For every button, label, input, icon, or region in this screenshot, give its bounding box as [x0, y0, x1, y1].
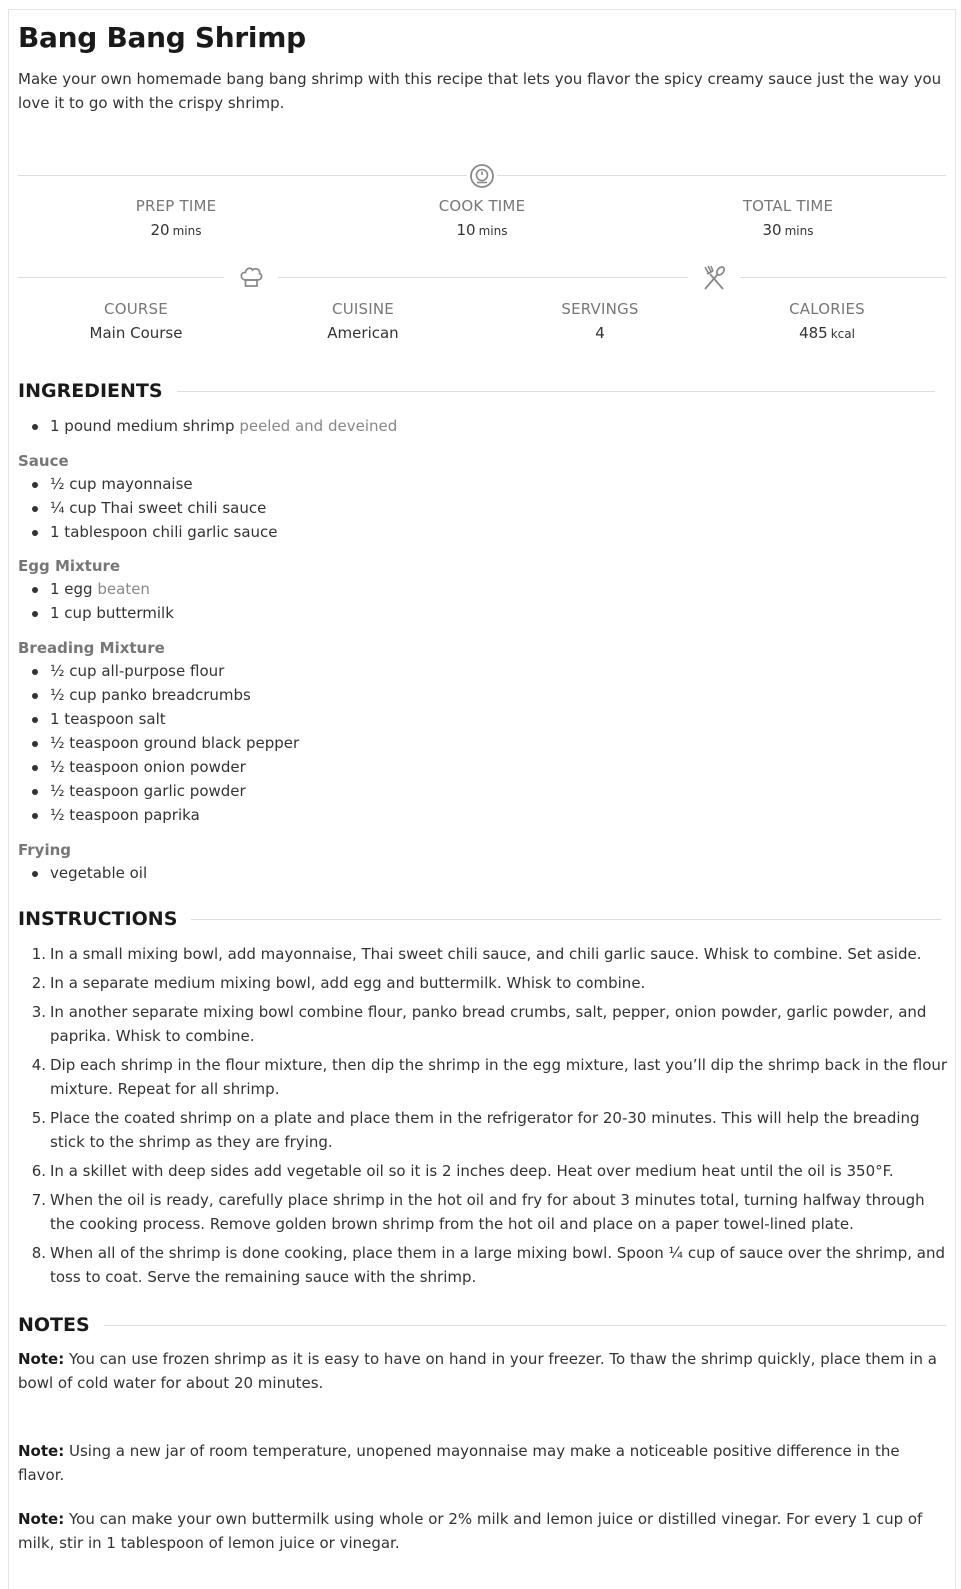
note-2 — [18, 1439, 950, 1487]
ingredient-text: 1 egg — [50, 580, 93, 598]
details-divider-right — [740, 277, 946, 278]
ingredients-main-list — [18, 414, 397, 438]
step-number: 5. — [31, 1109, 46, 1127]
fork-spoon-icon — [699, 263, 729, 293]
instruction-step — [18, 971, 948, 995]
prep-time-number: 20 — [150, 221, 170, 239]
total-time-number: 30 — [762, 221, 782, 239]
ingredient-item — [18, 414, 397, 438]
note-1 — [18, 1347, 950, 1395]
course-value: Main Course — [89, 324, 183, 342]
recipe-title: Bang Bang Shrimp — [18, 21, 306, 54]
step-text: When all of the shrimp is done cooking, place them in a large mixing bowl. Spoon ¼ cup of sauce over the shrimp, and toss to coat. Serve the remaining sauce with the shrimp. — [50, 1244, 946, 1286]
ingredient-text: ¼ cup Thai sweet chili sauce — [50, 499, 267, 517]
note-label: Note: — [18, 1442, 65, 1460]
cook-time-number: 10 — [456, 221, 476, 239]
ingredient-item — [18, 496, 278, 520]
step-number: 4. — [31, 1056, 46, 1074]
servings-label: SERVINGS — [561, 300, 639, 318]
details-divider-middle — [278, 277, 688, 278]
ingredient-text: 1 teaspoon salt — [50, 710, 166, 728]
details-divider-left — [18, 277, 224, 278]
step-text: In another separate mixing bowl combine flour, panko bread crumbs, salt, pepper, onion powder, garlic powder, and paprika. Whisk to combine. — [50, 1003, 927, 1045]
frying-list — [18, 861, 147, 885]
recipe-summary: Make your own homemade bang bang shrimp with this recipe that lets you flavor the spicy creamy sauce just the way you love it to go with the crispy shrimp. — [18, 70, 942, 112]
prep-time — [76, 197, 276, 239]
ingredient-note: peeled and deveined — [239, 417, 398, 435]
egg-mixture-heading: Egg Mixture — [18, 557, 121, 575]
instruction-step — [18, 1241, 948, 1289]
sauce-list — [18, 472, 278, 544]
ingredient-text: ½ cup all-purpose flour — [50, 662, 225, 680]
cook-time-value — [382, 221, 582, 239]
total-time — [688, 197, 888, 239]
note-label: Note: — [18, 1350, 65, 1368]
instructions-heading: INSTRUCTIONS — [18, 908, 191, 930]
ingredient-item — [18, 707, 299, 731]
breading-mixture-heading: Breading Mixture — [18, 639, 165, 657]
instructions-divider — [172, 919, 941, 920]
calories — [727, 300, 927, 342]
ingredient-item — [18, 601, 174, 625]
step-text: In a small mixing bowl, add mayonnaise, Thai sweet chili sauce, and chili garlic sauce. Whisk to combine. Set aside. — [50, 945, 922, 963]
frying-heading: Frying — [18, 841, 72, 859]
calories-label: CALORIES — [789, 300, 865, 318]
step-number: 8. — [31, 1244, 46, 1262]
ingredient-item — [18, 803, 299, 827]
cuisine-label: CUISINE — [332, 300, 394, 318]
cook-time — [382, 197, 582, 239]
instruction-step — [18, 1188, 948, 1236]
ingredient-item — [18, 472, 278, 496]
instruction-step — [18, 1000, 948, 1048]
chef-hat-icon — [236, 263, 266, 293]
ingredient-note: beaten — [97, 580, 150, 598]
instruction-step — [18, 942, 948, 966]
step-text: When the oil is ready, carefully place shrimp in the hot oil and fry for about 3 minutes total, turning halfway through the cooking process. Remove golden brown shrimp from the hot oil and place on a paper towel-lined plate. — [50, 1191, 925, 1233]
ingredient-item — [18, 755, 299, 779]
ingredient-text: 1 cup buttermilk — [50, 604, 174, 622]
ingredient-item — [18, 577, 174, 601]
prep-time-value — [76, 221, 276, 239]
note-text: You can make your own buttermilk using whole or 2% milk and lemon juice or distilled vinegar. For every 1 cup of milk, stir in 1 tablespoon of lemon juice or vinegar. — [18, 1510, 923, 1552]
instructions-list — [18, 942, 948, 1294]
note-text: Using a new jar of room temperature, unopened mayonnaise may make a noticeable positive difference in the flavor. — [18, 1442, 900, 1484]
servings-value: 4 — [595, 324, 605, 342]
ingredient-item — [18, 683, 299, 707]
prep-time-unit: mins — [172, 224, 202, 238]
notes-heading: NOTES — [18, 1314, 104, 1336]
cuisine-value: American — [327, 324, 399, 342]
step-number: 7. — [31, 1191, 46, 1209]
step-number: 2. — [31, 974, 46, 992]
step-text: In a skillet with deep sides add vegetable oil so it is 2 inches deep. Heat over medium heat until the oil is 350°F. — [50, 1162, 894, 1180]
step-number: 3. — [31, 1003, 46, 1021]
note-label: Note: — [18, 1510, 65, 1528]
calories-unit: kcal — [830, 327, 855, 341]
step-text: Dip each shrimp in the flour mixture, then dip the shrimp in the egg mixture, last you’ll dip the shrimp back in the flour mixture. Repeat for all shrimp. — [50, 1056, 948, 1098]
timer-icon — [467, 161, 497, 191]
ingredient-text: vegetable oil — [50, 864, 148, 882]
notes-divider — [96, 1325, 946, 1326]
course-label: COURSE — [104, 300, 168, 318]
ingredient-item — [18, 520, 278, 544]
instruction-step — [18, 1053, 948, 1101]
instruction-step — [18, 1159, 948, 1183]
instruction-step — [18, 1106, 948, 1154]
note-text: You can use frozen shrimp as it is easy to have on hand in your freezer. To thaw the shrimp quickly, place them in a bowl of cold water for about 20 minutes. — [18, 1350, 937, 1392]
step-text: Place the coated shrimp on a plate and place them in the refrigerator for 20-30 minutes. This will help the breading stick to the shrimp as they are frying. — [50, 1109, 920, 1151]
total-time-value — [688, 221, 888, 239]
total-time-label: TOTAL TIME — [742, 197, 834, 215]
ingredient-text: ½ cup mayonnaise — [50, 475, 193, 493]
cook-time-label: COOK TIME — [438, 197, 526, 215]
ingredients-divider — [158, 391, 935, 392]
egg-mixture-list — [18, 577, 174, 625]
sauce-heading: Sauce — [18, 452, 69, 470]
ingredient-item — [18, 731, 299, 755]
step-number: 6. — [31, 1162, 46, 1180]
breading-mixture-list — [18, 659, 299, 827]
course — [36, 300, 236, 342]
step-number: 1. — [31, 945, 46, 963]
servings — [500, 300, 700, 342]
cuisine — [263, 300, 463, 342]
ingredient-text: ½ teaspoon paprika — [50, 806, 200, 824]
ingredient-item — [18, 861, 147, 885]
ingredient-text: 1 tablespoon chili garlic sauce — [50, 523, 278, 541]
note-3 — [18, 1507, 950, 1555]
ingredient-text: ½ teaspoon onion powder — [50, 758, 246, 776]
step-text: In a separate medium mixing bowl, add egg and buttermilk. Whisk to combine. — [50, 974, 646, 992]
ingredient-item — [18, 779, 299, 803]
calories-value — [727, 324, 927, 342]
ingredient-text: 1 pound medium shrimp — [50, 417, 235, 435]
prep-time-label: PREP TIME — [135, 197, 217, 215]
ingredient-text: ½ cup panko breadcrumbs — [50, 686, 251, 704]
ingredient-text: ½ teaspoon ground black pepper — [50, 734, 300, 752]
ingredient-text: ½ teaspoon garlic powder — [50, 782, 246, 800]
calories-number: 485 — [799, 324, 828, 342]
ingredient-item — [18, 659, 299, 683]
cook-time-unit: mins — [478, 224, 508, 238]
total-time-unit: mins — [784, 224, 814, 238]
ingredients-heading: INGREDIENTS — [18, 380, 177, 402]
